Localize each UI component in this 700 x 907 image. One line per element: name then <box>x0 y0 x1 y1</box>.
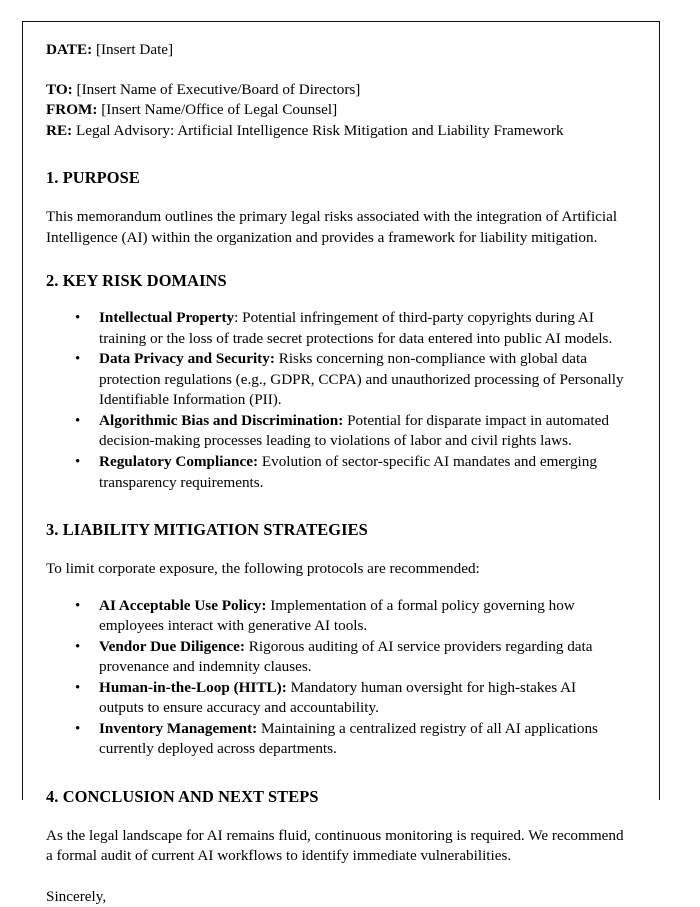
header-spacer <box>46 61 624 80</box>
memo-from-value: [Insert Name/Office of Legal Counsel] <box>101 101 338 119</box>
closing-salutation: Sincerely, <box>46 887 107 905</box>
list-item-term: Vendor Due Diligence: <box>99 637 245 655</box>
spacer-before-risks <box>46 248 624 270</box>
spacer-conclusion-heading <box>46 808 624 826</box>
list-item <box>87 411 624 452</box>
section-body-purpose: This memorandum outlines the primary legal risks associated with the integration of Artificial Intelligence (AI) within the organization and provides a framework for liability mitigation. <box>46 208 618 246</box>
list-item <box>87 596 624 637</box>
list-item-text: Mandatory human oversight for high-stakes AI outputs to ensure accuracy and accountability. <box>99 678 577 717</box>
list-item-term: Inventory Management: <box>99 719 258 737</box>
list-item <box>87 308 624 349</box>
list-item-separator: : <box>234 309 239 327</box>
list-item <box>87 678 624 719</box>
memo-date-value: [Insert Date] <box>95 41 174 58</box>
spacer-before-conclusion <box>46 760 624 786</box>
list-item-text: Rigorous auditing of AI service providers regarding data provenance and indemnity clauses. <box>99 637 593 676</box>
spacer-risks-heading <box>46 292 624 308</box>
list-item-term: Data Privacy and Security: <box>99 350 275 368</box>
list-item-text: Potential infringement of third-party copyrights during AI training or the loss of trade secret protections for data entered into public AI models. <box>99 309 613 347</box>
memo-date-line <box>46 40 624 61</box>
memorandum-document <box>46 40 624 907</box>
memo-re-label: RE: <box>46 121 73 139</box>
list-item-term: Regulatory Compliance: <box>99 452 259 470</box>
memo-to-line <box>46 80 624 101</box>
list-item-text: Potential for disparate impact in automated decision-making processes leading to violations of labor and civil rights laws. <box>99 411 609 450</box>
section-heading-conclusion: 4. CONCLUSION AND NEXT STEPS <box>46 786 319 806</box>
spacer-before-closing <box>46 867 624 887</box>
memo-from-label: FROM: <box>46 101 98 119</box>
list-item-text: Maintaining a centralized registry of all AI applications currently deployed across departments. <box>99 719 598 758</box>
memo-from-line <box>46 100 624 121</box>
list-key-risk-domains <box>46 308 624 493</box>
spacer-before-liability <box>46 493 624 519</box>
list-item <box>87 452 624 493</box>
list-item-text: Evolution of sector-specific AI mandates and emerging transparency requirements. <box>99 452 597 491</box>
memo-to-value: [Insert Name of Executive/Board of Directors] <box>76 80 361 98</box>
memo-date-label: DATE: <box>46 41 93 58</box>
memo-header-block <box>46 40 624 141</box>
section-body-conclusion: As the legal landscape for AI remains fluid, continuous monitoring is required. We recommend a formal audit of current AI workflows to identify immediate vulnerabilities. <box>46 826 624 865</box>
memo-re-line <box>46 121 624 142</box>
section-heading-key-risk-domains: 2. KEY RISK DOMAINS <box>46 271 227 291</box>
list-item-text: Risks concerning non-compliance with global data protection regulations (e.g., GDPR, CCPA) and unauthorized processing of Personally Identifiable Information (PII). <box>99 350 624 409</box>
list-item-term: AI Acceptable Use Policy: <box>99 596 267 614</box>
list-item-term: Human-in-the-Loop (HITL): <box>99 678 287 696</box>
list-liability-strategies <box>46 596 624 760</box>
spacer-liability-intro <box>46 580 624 596</box>
list-item-term: Algorithmic Bias and Discrimination: <box>99 411 344 429</box>
section-heading-liability-mitigation: 3. LIABILITY MITIGATION STRATEGIES <box>46 520 368 540</box>
spacer-liability-heading <box>46 541 624 559</box>
spacer-purpose-heading <box>46 189 624 207</box>
memo-re-value: Legal Advisory: Artificial Intelligence Risk Mitigation and Liability Framework <box>75 121 564 139</box>
list-item <box>87 637 624 678</box>
list-item <box>87 719 624 760</box>
memo-to-label: TO: <box>46 80 73 98</box>
spacer-before-purpose <box>46 141 624 167</box>
section-intro-liability: To limit corporate exposure, the following protocols are recommended: <box>46 560 480 578</box>
section-heading-purpose: 1. PURPOSE <box>46 168 140 188</box>
list-item-term: Intellectual Property <box>99 309 235 327</box>
list-item <box>87 349 624 411</box>
list-item-text: Implementation of a formal policy governing how employees interact with generative AI tools. <box>99 596 575 635</box>
